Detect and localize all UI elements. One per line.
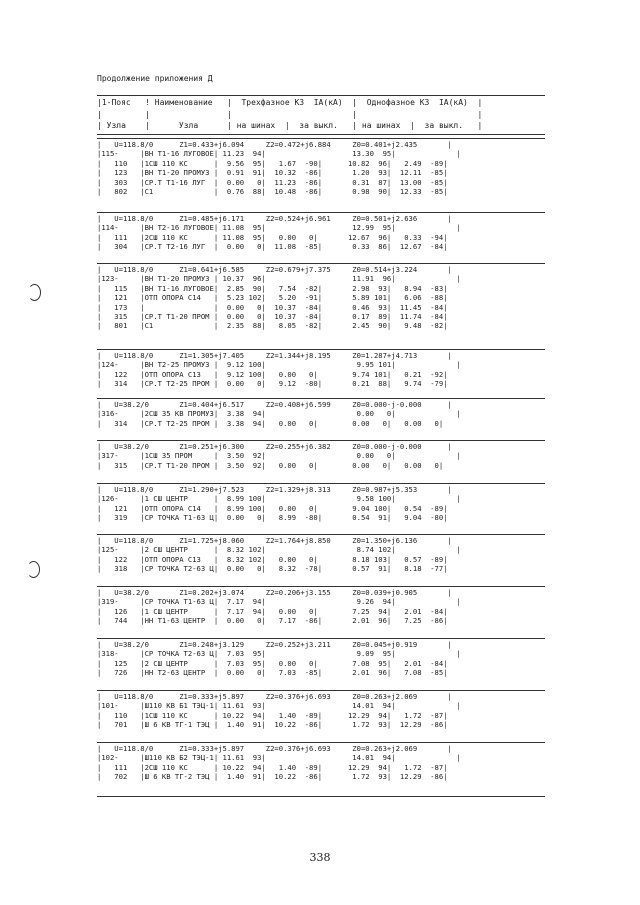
block-separator [97,483,545,484]
table-row: | 126 |1 СШ ЦЕНТР | 7.17 94| 0.00 0| 7.25 94| 2.01 -84| [97,606,448,616]
table-row: |102- |Ш110 КВ Б2 ТЭЦ-1| 11.61 93| 14.01 94| | [97,753,461,763]
block-separator [97,690,545,691]
block-impedance-line: | U=118.8/0 Z1=0.333+j5.897 Z2=0.376+j6.693 Z0=0.263+j2.069 | [97,744,452,753]
table-row: | 122 |ОТП ОПОРА С13 | 8.32 102| 0.00 0| 8.18 103| 0.57 -89| [97,554,448,564]
table-row: |123- |ВН Т1-20 ПРОМУЗ | 10.37 96| 11.91 96| | [97,274,461,284]
block-impedance-line: | U=38.2/0 Z1=0.404+j6.517 Z2=0.408+j6.599 Z0=0.000-j-0.000 | [97,400,452,409]
block-separator [97,638,545,639]
binder-hole-mark [27,561,40,578]
table-row: | 726 |НН Т2-63 ЦЕНТР | 0.00 0| 7.03 -85| 2.01 96| 7.08 -85| [97,668,448,678]
table-row: |115- |ВН Т1-16 ЛУГОВОЕ| 11.23 94| 13.30 95| | [97,149,461,159]
table-row: | 110 |1СШ 110 КС | 9.56 95| 1.67 -90| 10.82 96| 2.49 -89| [97,158,448,168]
block-impedance-line: | U=118.8/0 Z1=0.433+j6.094 Z2=0.472+j6.884 Z0=0.401+j2.435 | [97,140,452,149]
table-row: | 701 |Ш 6 КВ ТГ-1 ТЭЦ | 1.40 91| 10.22 -86| 1.72 93| 12.29 -86| [97,720,448,730]
table-row: | 115 |ВН Т1-16 ЛУГОВОЕ| 2.85 90| 7.54 -82| 2.98 93| 8.94 -83| [97,283,448,293]
block-impedance-line: | U=38.2/0 Z1=0.251+j6.300 Z2=0.255+j6.382 Z0=0.000-j-0.000 | [97,442,452,451]
block-impedance-line: | U=118.8/0 Z1=1.305+j7.405 Z2=1.344+j8.195 Z0=1.287+j4.713 | [97,351,452,360]
table-row: | 173 | | 0.00 0| 10.37 -84| 0.46 93| 11.45 -84| [97,302,448,312]
table-row: | 744 |НН Т1-63 ЦЕНТР | 0.00 0| 7.17 -86| 2.01 96| 7.25 -86| [97,616,448,626]
table-row: | 314 |СР.Т Т2-25 ПРОМ | 3.38 94| 0.00 0| 0.00 0| 0.00 0| [97,418,444,428]
block-separator [97,138,545,139]
block-separator [97,440,545,441]
table-row: | 123 |ВН Т1-20 ПРОМУЗ | 0.91 91| 10.32 -86| 1.20 93| 12.11 -85| [97,168,448,178]
block-separator [97,212,545,213]
block-separator [97,534,545,535]
table-row: | 801 |С1 | 2.35 88| 8.05 -82| 2.45 90| 9.48 -82| [97,321,448,331]
table-row: | 319 |СР ТОЧКА Т1-63 Ц| 0.00 0| 8.99 -80| 0.54 91| 9.04 -80| [97,513,448,523]
block-separator [97,586,545,587]
table-row: | 802 |С1 | 0.76 88| 10.48 -86| 0.98 90| 12.33 -85| [97,187,448,196]
table-row: | 304 |СР.Т Т2-16 ЛУГ | 0.00 0| 11.08 -85| 0.33 86| 12.67 -84| [97,242,448,252]
table-row: |318- |СР ТОЧКА Т2-63 Ц| 7.03 95| 9.09 95| | [97,649,461,659]
table-row: | 702 |Ш 6 КВ ТГ-2 ТЭЦ | 1.40 91| 10.22 -86| 1.72 93| 12.29 -86| [97,772,448,782]
table-top-rule [97,95,545,96]
block-separator [97,742,545,743]
table-row: |125- |2 СШ ЦЕНТР | 8.32 102| 8.74 102| | [97,545,461,555]
table-row: | 315 |СР.Т Т1-20 ПРОМ | 3.50 92| 0.00 0| 0.00 0| 0.00 0| [97,460,444,470]
table-header-rule [97,134,545,135]
block-impedance-line: | U=118.8/0 Z1=1.290+j7.523 Z2=1.329+j8.313 Z0=0.987+j5.353 | [97,485,452,494]
block-separator [97,398,545,399]
block-impedance-line: | U=118.8/0 Z1=0.485+j6.171 Z2=0.524+j6.961 Z0=0.501+j2.636 | [97,214,452,223]
table-row: | 318 |СР ТОЧКА Т2-63 Ц| 0.00 0| 8.32 -78| 0.57 91| 8.18 -77| [97,564,448,574]
block-separator [97,263,545,264]
binder-hole-mark [28,284,41,301]
block-impedance-line: | U=118.8/0 Z1=1.725+j8.060 Z2=1.764+j8.850 Z0=1.350+j6.136 | [97,536,452,545]
table-row: | 314 |СР.Т Т2-25 ПРОМ | 0.00 0| 9.12 -80| 0.21 88| 9.74 -79| [97,379,448,389]
block-impedance-line: | U=38.2/0 Z1=0.248+j3.129 Z2=0.252+j3.211 Z0=0.045+j0.919 | [97,640,452,649]
block-impedance-line: | U=118.8/0 Z1=0.641+j6.585 Z2=0.679+j7.375 Z0=0.514+j3.224 | [97,265,452,274]
table-row: |319- |СР ТОЧКА Т1-63 Ц| 7.17 94| 9.26 94| | [97,597,461,607]
table-row: |126- |1 СШ ЦЕНТР | 8.99 100| 9.58 100| | [97,494,461,504]
table-header-line-3: | Узла | Узла | на шинах | за выкл. | на шинах | за выкл. | [97,121,483,130]
table-row: | 110 |1СШ 110 КС | 10.22 94| 1.40 -89| 12.29 94| 1.72 -87| [97,710,448,720]
table-header-line-1: |1-Пояс ! Наименование | Трехфазное КЗ IA(кА) | Однофазное КЗ IA(кА) | [97,98,483,107]
table-row: | 111 |2СШ 110 КС | 11.08 95| 0.00 0| 12.67 96| 0.33 -94| [97,232,448,242]
table-row: |316- |2СШ 35 КВ ПРОМУЗ| 3.38 94| 0.00 0| | [97,409,461,419]
table-bottom-rule [97,796,545,797]
table-header-line-2: | | | | | [97,110,483,119]
table-row: | 303 |СР.Т Т1-16 ЛУГ | 0.00 0| 11.23 -86| 0.31 87| 13.00 -85| [97,177,448,187]
table-row: | 125 |2 СШ ЦЕНТР | 7.03 95| 0.00 0| 7.08 95| 2.01 -84| [97,658,448,668]
table-row: | 121 |ОТП ОПОРА С14 | 5.23 102| 5.20 -91| 5.89 101| 6.06 -88| [97,293,448,303]
table-row: |101- |Ш110 КВ Б1 ТЭЦ-1| 11.61 93| 14.01 94| | [97,701,461,711]
table-row: |317- |1СШ 35 ПРОМ | 3.50 92| 0.00 0| | [97,451,461,461]
table-row: | 122 |ОТП ОПОРА С13 | 9.12 100| 0.00 0| 9.74 101| 0.21 -92| [97,369,448,379]
table-row: | 121 |ОТП ОПОРА С14 | 8.99 100| 0.00 0| 9.04 100| 0.54 -89| [97,503,448,513]
table-row: | 315 |СР.Т Т1-20 ПРОМ | 0.00 0| 10.37 -84| 0.17 89| 11.74 -84| [97,312,448,321]
page-caption: Продолжение приложения Д [97,74,213,83]
table-row: | 111 |2СШ 110 КС | 10.22 94| 1.40 -89| 12.29 94| 1.72 -87| [97,762,448,772]
table-row: |124- |ВН Т2-25 ПРОМУЗ | 9.12 100| 9.95 101| | [97,360,461,370]
table-row: |114- |ВН Т2-16 ЛУГОВОЕ| 11.08 95| 12.99 95| | [97,223,461,233]
block-impedance-line: | U=118.8/0 Z1=0.333+j5.897 Z2=0.376+j6.693 Z0=0.263+j2.069 | [97,692,452,701]
block-separator [97,349,545,350]
block-impedance-line: | U=38.2/0 Z1=0.202+j3.074 Z2=0.206+j3.155 Z0=0.039+j0.905 | [97,588,452,597]
page-number: 338 [309,851,331,864]
